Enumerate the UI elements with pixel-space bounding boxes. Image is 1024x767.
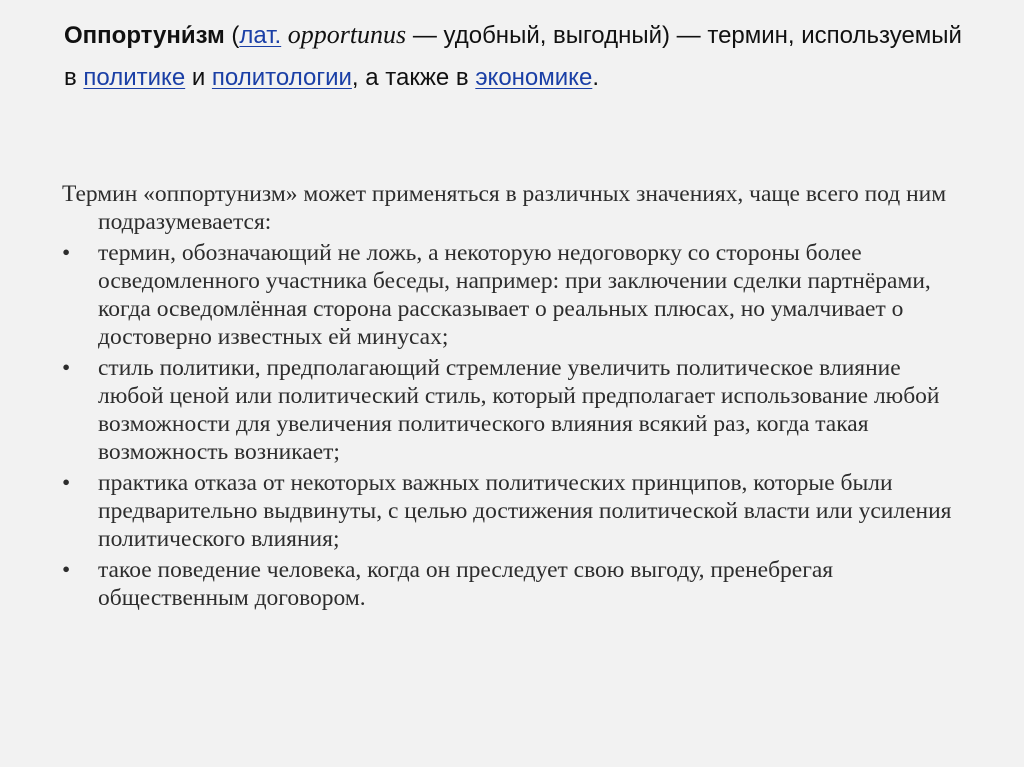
definition-paragraph	[64, 14, 964, 99]
term-title: Оппортуни́зм	[64, 22, 225, 49]
conjunction-text: и	[185, 64, 212, 91]
list-item	[62, 239, 972, 351]
politics-link[interactable]: политике	[83, 64, 186, 91]
list-item-text: такое поведение человека, когда он преследует свою выгоду, пренебрегая общественным договором.	[98, 557, 834, 611]
meanings-section	[62, 180, 972, 615]
also-text: , а также в	[351, 64, 476, 91]
open-paren: (	[224, 22, 240, 49]
bullet-icon: •	[62, 240, 71, 266]
list-item-text: термин, обозначающий не ложь, а некоторую недоговорку со стороны более осведомленного участника беседы, например: при заключении сделки партнёрами, когда осведомлённая сторона рассказывает о реальных плюсах, но умалчивает о достоверно известных ей минусах;	[98, 240, 931, 350]
meanings-intro: Термин «оппортунизм» может применяться в различных значениях, чаще всего под ним подразумевается:	[62, 181, 947, 235]
bullet-icon: •	[62, 470, 71, 496]
period: .	[592, 64, 599, 91]
political-science-link[interactable]: политологии	[211, 64, 352, 91]
bullet-icon: •	[62, 557, 71, 583]
list-item	[62, 556, 972, 612]
list-item-text: практика отказа от некоторых важных политических принципов, которые были предварительно выдвинуты, с целью достижения политической власти или усиления политического влияния;	[98, 470, 952, 552]
bullet-icon: •	[62, 355, 71, 381]
latin-word: opportunus	[281, 20, 407, 49]
definition-text: — удобный, выгодный) — термин, используемый в	[64, 22, 962, 91]
economics-link[interactable]: экономике	[475, 64, 593, 91]
latin-abbrev-link[interactable]: лат.	[239, 22, 282, 49]
meanings-list	[62, 239, 972, 612]
list-item	[62, 469, 972, 553]
list-item-text: стиль политики, предполагающий стремление увеличить политическое влияние любой ценой или политический стиль, который предполагает использование любой возможности для увеличения политического влияния всякий раз, когда такая возможность возникает;	[98, 355, 940, 465]
list-item	[62, 354, 972, 466]
